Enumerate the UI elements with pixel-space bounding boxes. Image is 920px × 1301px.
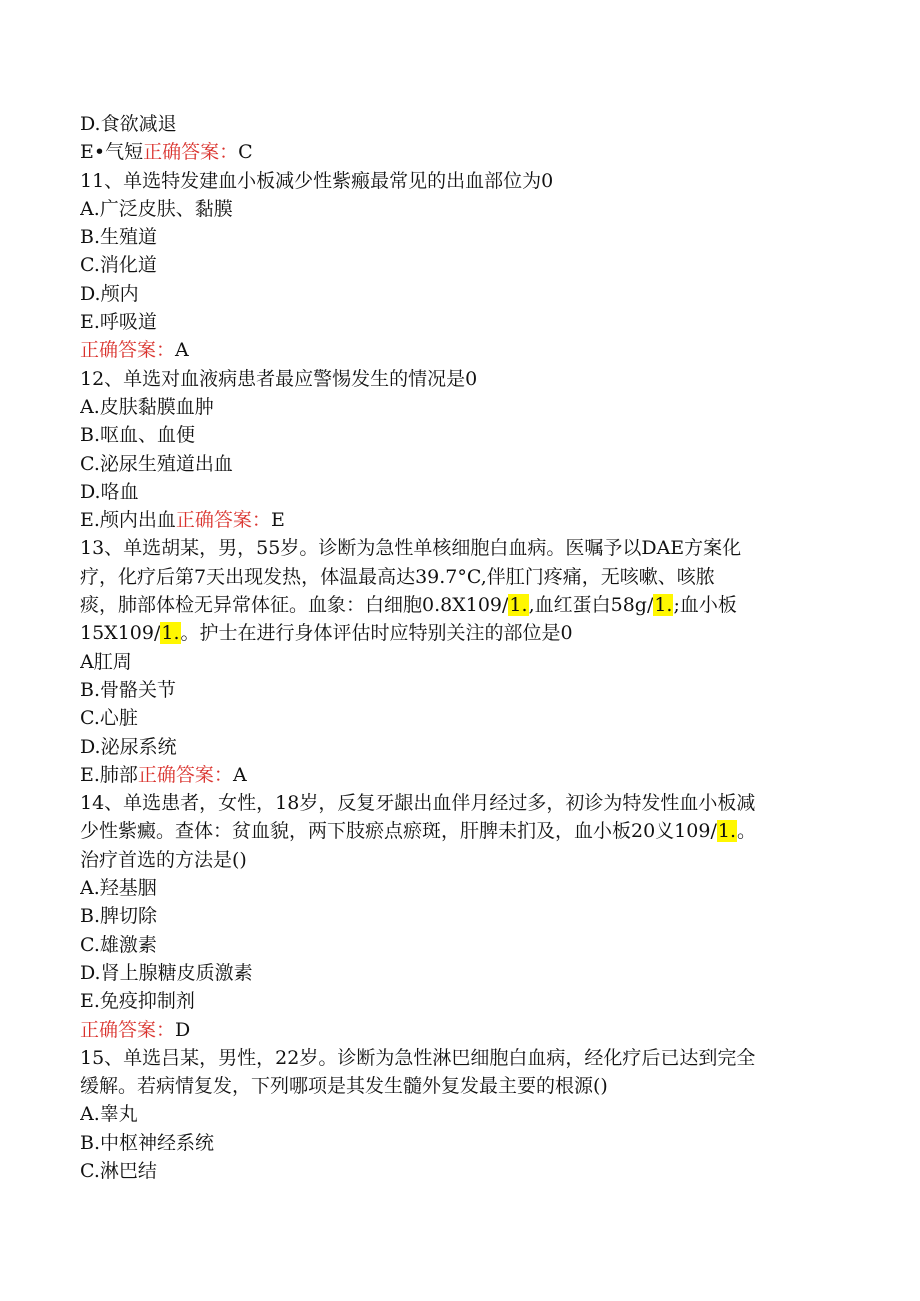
- question-line: 治疗首选的方法是(): [80, 848, 247, 871]
- option-line: B.脾切除: [80, 905, 158, 928]
- answer-line: [80, 336, 850, 364]
- option-line: D.泌尿系统: [80, 735, 177, 758]
- highlight-mark: 1.: [161, 622, 180, 645]
- option-text: E•气短: [80, 141, 144, 164]
- question-line: 13、单选胡某，男，55岁。诊断为急性单核细胞白血病。医嘱予以DAE方案化: [80, 537, 742, 560]
- answer-value: E: [270, 509, 285, 532]
- option-line: C.消化道: [80, 254, 157, 277]
- answer-value: C: [238, 141, 253, 164]
- highlight-mark: 1.: [717, 820, 736, 843]
- option-with-answer-line: [80, 138, 850, 166]
- option-line: B.呕血、血便: [80, 424, 196, 447]
- answer-label: 正确答案：: [137, 763, 233, 786]
- question-text: ;血小板: [673, 594, 737, 617]
- option-text: E.颅内出血: [80, 509, 176, 532]
- highlight-mark: 1.: [654, 594, 673, 617]
- question-line: 15、单选吕某，男性，22岁。诊断为急性淋巴细胞白血病，经化疗后已达到完全: [80, 1046, 756, 1069]
- question-text: 痰，肺部体检无异常体征。血象：白细胞0.8X109/: [80, 594, 509, 617]
- answer-label: 正确答案：: [80, 339, 176, 362]
- option-line: C.心脏: [80, 707, 138, 730]
- question-line: 疗，化疗后第7天出现发热，体温最高达39.7°C,伴肛门疼痛，无咳嗽、咳脓: [80, 565, 715, 588]
- option-line: B.中枢神经系统: [80, 1131, 215, 1154]
- option-line: E.免疫抑制剂: [80, 990, 195, 1013]
- option-line: A.羟基胭: [80, 877, 157, 900]
- option-with-answer-line: [80, 761, 850, 789]
- question-line: [80, 591, 850, 619]
- question-line: 缓解。若病情复发，下列哪项是其发生髓外复发最主要的根源(): [80, 1075, 608, 1098]
- option-text: E.肺部: [80, 763, 138, 786]
- answer-label: 正确答案：: [143, 141, 239, 164]
- option-line: C.淋巴结: [80, 1159, 157, 1182]
- option-line: C.雄激素: [80, 933, 157, 956]
- question-line: [80, 817, 850, 845]
- question-line: 11、单选特发建血小板减少性紫瘢最常见的出血部位为0: [80, 169, 554, 192]
- highlight-mark: 1.: [509, 594, 528, 617]
- option-line: A.皮肤黏膜血肿: [80, 395, 214, 418]
- answer-label: 正确答案：: [175, 509, 271, 532]
- answer-line: [80, 1016, 850, 1044]
- question-text: 少性紫癜。查体：贫血貌，两下肢瘀点瘀斑，肝脾未扪及，血小板20义109/: [80, 820, 717, 843]
- question-text: 。: [737, 820, 757, 843]
- question-text: ,血红蛋白58g/: [528, 594, 654, 617]
- option-line: E.呼吸道: [80, 311, 157, 334]
- option-line: A肛周: [80, 650, 132, 673]
- option-line: C.泌尿生殖道出血: [80, 452, 233, 475]
- question-text: 。护士在进行身体评估时应特别关注的部位是0: [180, 622, 573, 645]
- question-line: 14、单选患者，女性，18岁，反复牙龈出血伴月经过多，初诊为特发性血小板减: [80, 792, 756, 815]
- answer-value: A: [232, 763, 247, 786]
- option-line: D.咯血: [80, 480, 139, 503]
- option-line: B.骨骼关节: [80, 678, 177, 701]
- option-with-answer-line: [80, 506, 850, 534]
- option-line: B.生殖道: [80, 226, 158, 249]
- question-line: 12、单选对血液病患者最应警惕发生的情况是0: [80, 367, 478, 390]
- option-line: D.食欲减退: [80, 113, 177, 135]
- question-text: 15X109/: [80, 622, 161, 645]
- option-line: D.肾上腺糖皮质激素: [80, 961, 253, 984]
- document-page: [80, 110, 850, 1185]
- answer-value: A: [175, 339, 189, 362]
- question-line: [80, 619, 850, 647]
- option-line: A.睾丸: [80, 1103, 138, 1126]
- option-line: D.颅内: [80, 282, 139, 305]
- answer-value: D: [175, 1018, 191, 1041]
- option-line: A.广泛皮肤、黏膜: [80, 197, 233, 220]
- answer-label: 正确答案：: [80, 1018, 176, 1041]
